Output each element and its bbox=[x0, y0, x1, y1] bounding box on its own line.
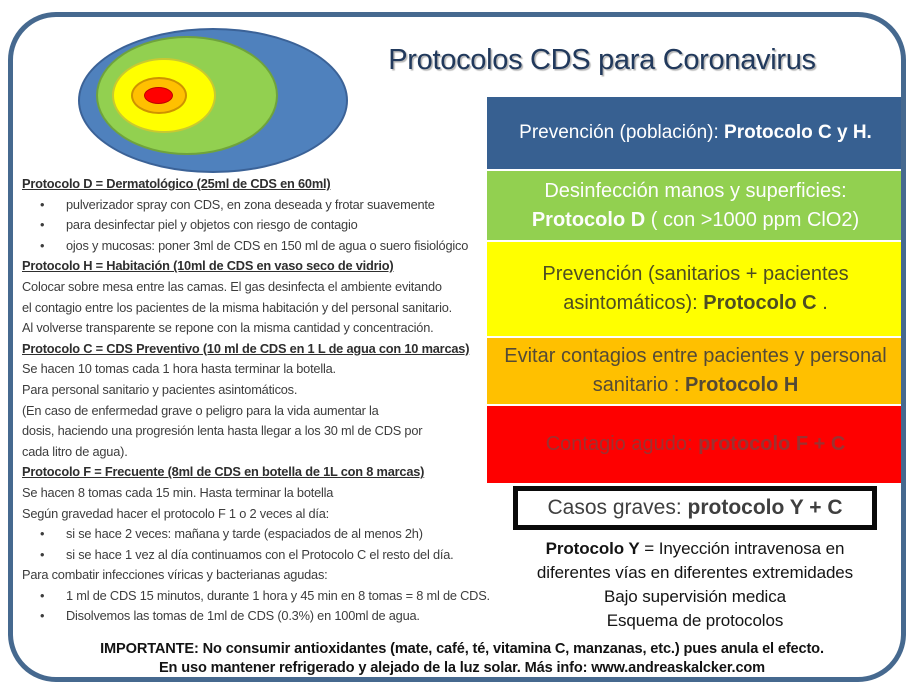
protocol-box-desinfeccion bbox=[487, 171, 904, 240]
protocol-f-heading: Protocolo F = Frecuente (8ml de CDS en botella de 1L con 8 marcas) bbox=[22, 464, 425, 480]
protocol-box-casos-graves bbox=[513, 486, 877, 530]
box-text bbox=[501, 342, 890, 400]
protocol-box-contagio-agudo bbox=[487, 406, 904, 483]
box-line-2 bbox=[532, 206, 859, 235]
box-text bbox=[547, 493, 842, 523]
body-line: Se hacen 8 tomas cada 15 min. Hasta terminar la botella bbox=[22, 484, 334, 500]
box-text-bold: Protocolo C y H. bbox=[724, 122, 872, 144]
protocol-d-heading: Protocolo D = Dermatológico (25ml de CDS en 60ml) bbox=[22, 176, 331, 191]
protocol-box-evitar-contagios bbox=[487, 338, 904, 404]
body-line: Se hacen 10 tomas cada 1 hora hasta terminar la botella. bbox=[22, 361, 336, 377]
box-text bbox=[532, 177, 859, 235]
box-text-normal: Contagio agudo: bbox=[545, 433, 699, 455]
footer-line-1: IMPORTANTE: No consumir antioxidantes (mate, café, té, vitamina C, manzanas, etc.) pues anula el efecto. bbox=[100, 641, 824, 657]
protocol-h-heading: Protocolo H = Habitación (10ml de CDS en vaso seco de vidrio) bbox=[22, 258, 394, 274]
list-item: • si se hace 1 vez al día continuamos con el Protocolo C el resto del día. bbox=[22, 545, 487, 566]
protocol-box-prevention-sanitarios bbox=[487, 242, 904, 336]
box-text-normal: . bbox=[816, 292, 828, 314]
box-text-bold: Protocolo C bbox=[703, 292, 817, 314]
page-title: Protocolos CDS para Coronavirus bbox=[388, 44, 816, 76]
note-normal: = Inyección intravenosa en bbox=[639, 539, 845, 558]
note-line-3: Bajo supervisión medica bbox=[604, 587, 786, 606]
box-text-bold: Protocolo D bbox=[531, 208, 646, 231]
protocol-c-heading: Protocolo C = CDS Preventivo (10 ml de CDS en 1 L de agua con 10 marcas) bbox=[22, 340, 470, 356]
body-line: el contagio entre los pacientes de la misma habitación y del personal sanitario. bbox=[22, 299, 453, 315]
body-line: cada litro de agua). bbox=[22, 443, 128, 459]
box-text bbox=[546, 430, 846, 459]
list-item: • 1 ml de CDS 15 minutos, durante 1 hora y 45 min en 8 tomas = 8 ml de CDS. bbox=[22, 586, 487, 607]
box-text-bold: Protocolo H bbox=[684, 374, 799, 396]
body-line: Según gravedad hacer el protocolo F 1 o 2 veces al día: bbox=[22, 505, 329, 521]
body-line: (En caso de enfermedad grave o peligro para la vida aumentar la bbox=[22, 402, 379, 418]
note-line-1 bbox=[494, 537, 896, 561]
logo-ring-red bbox=[144, 87, 173, 104]
protocol-box-prevention-poblacion bbox=[487, 97, 904, 169]
box-text-bold: protocolo F + C bbox=[698, 433, 846, 455]
box-text-normal: ( con >1000 ppm ClO2) bbox=[645, 208, 860, 231]
body-line: Colocar sobre mesa entre las camas. El gas desinfecta el ambiente evitando bbox=[22, 278, 442, 294]
box-text-normal: Prevención (población): bbox=[519, 122, 725, 144]
note-line-2: diferentes vías en diferentes extremidades bbox=[536, 563, 854, 582]
box-text-normal: Evitar contagios entre pacientes y personal sanitario : bbox=[504, 345, 887, 396]
note-bold: Protocolo Y bbox=[545, 539, 640, 558]
footer-warning bbox=[20, 640, 904, 677]
body-line: Para personal sanitario y pacientes asintomáticos. bbox=[22, 381, 298, 397]
left-protocol-column bbox=[22, 174, 490, 627]
list-item: • para desinfectar piel y objetos con riesgo de contagio bbox=[22, 215, 487, 236]
box-text-normal: Prevención (sanitarios + pacientes asintomáticos): bbox=[542, 263, 849, 314]
box-line-1: Desinfección manos y superficies: bbox=[544, 179, 847, 202]
footer-line-2: En uso mantener refrigerado y alejado de la luz solar. Más info: www.andreaskalcker.com bbox=[158, 659, 766, 676]
body-line: dosis, haciendo una progresión lenta hasta llegar a los 30 ml de CDS por bbox=[22, 423, 423, 439]
list-item: • si se hace 2 veces: mañana y tarde (espaciados de al menos 2h) bbox=[22, 524, 487, 545]
note-line-4: Esquema de protocolos bbox=[606, 611, 784, 630]
box-text bbox=[519, 119, 872, 147]
list-item: • ojos y mucosas: poner 3ml de CDS en 150 ml de agua o suero fisiológico bbox=[22, 236, 487, 257]
list-item: • pulverizador spray con CDS, en zona deseada y frotar suavemente bbox=[22, 195, 487, 216]
list-item: • Disolvemos las tomas de 1ml de CDS (0.3%) en 100ml de agua. bbox=[22, 606, 487, 627]
body-line: Al volverse transparente se repone con la misma cantidad y concentración. bbox=[22, 320, 434, 336]
body-line: Para combatir infecciones víricas y bacterianas agudas: bbox=[22, 567, 328, 583]
box-text-normal: Casos graves: bbox=[547, 495, 688, 519]
box-text bbox=[501, 260, 890, 318]
protocol-y-note bbox=[494, 537, 896, 633]
box-text-bold: protocolo Y + C bbox=[687, 495, 843, 519]
